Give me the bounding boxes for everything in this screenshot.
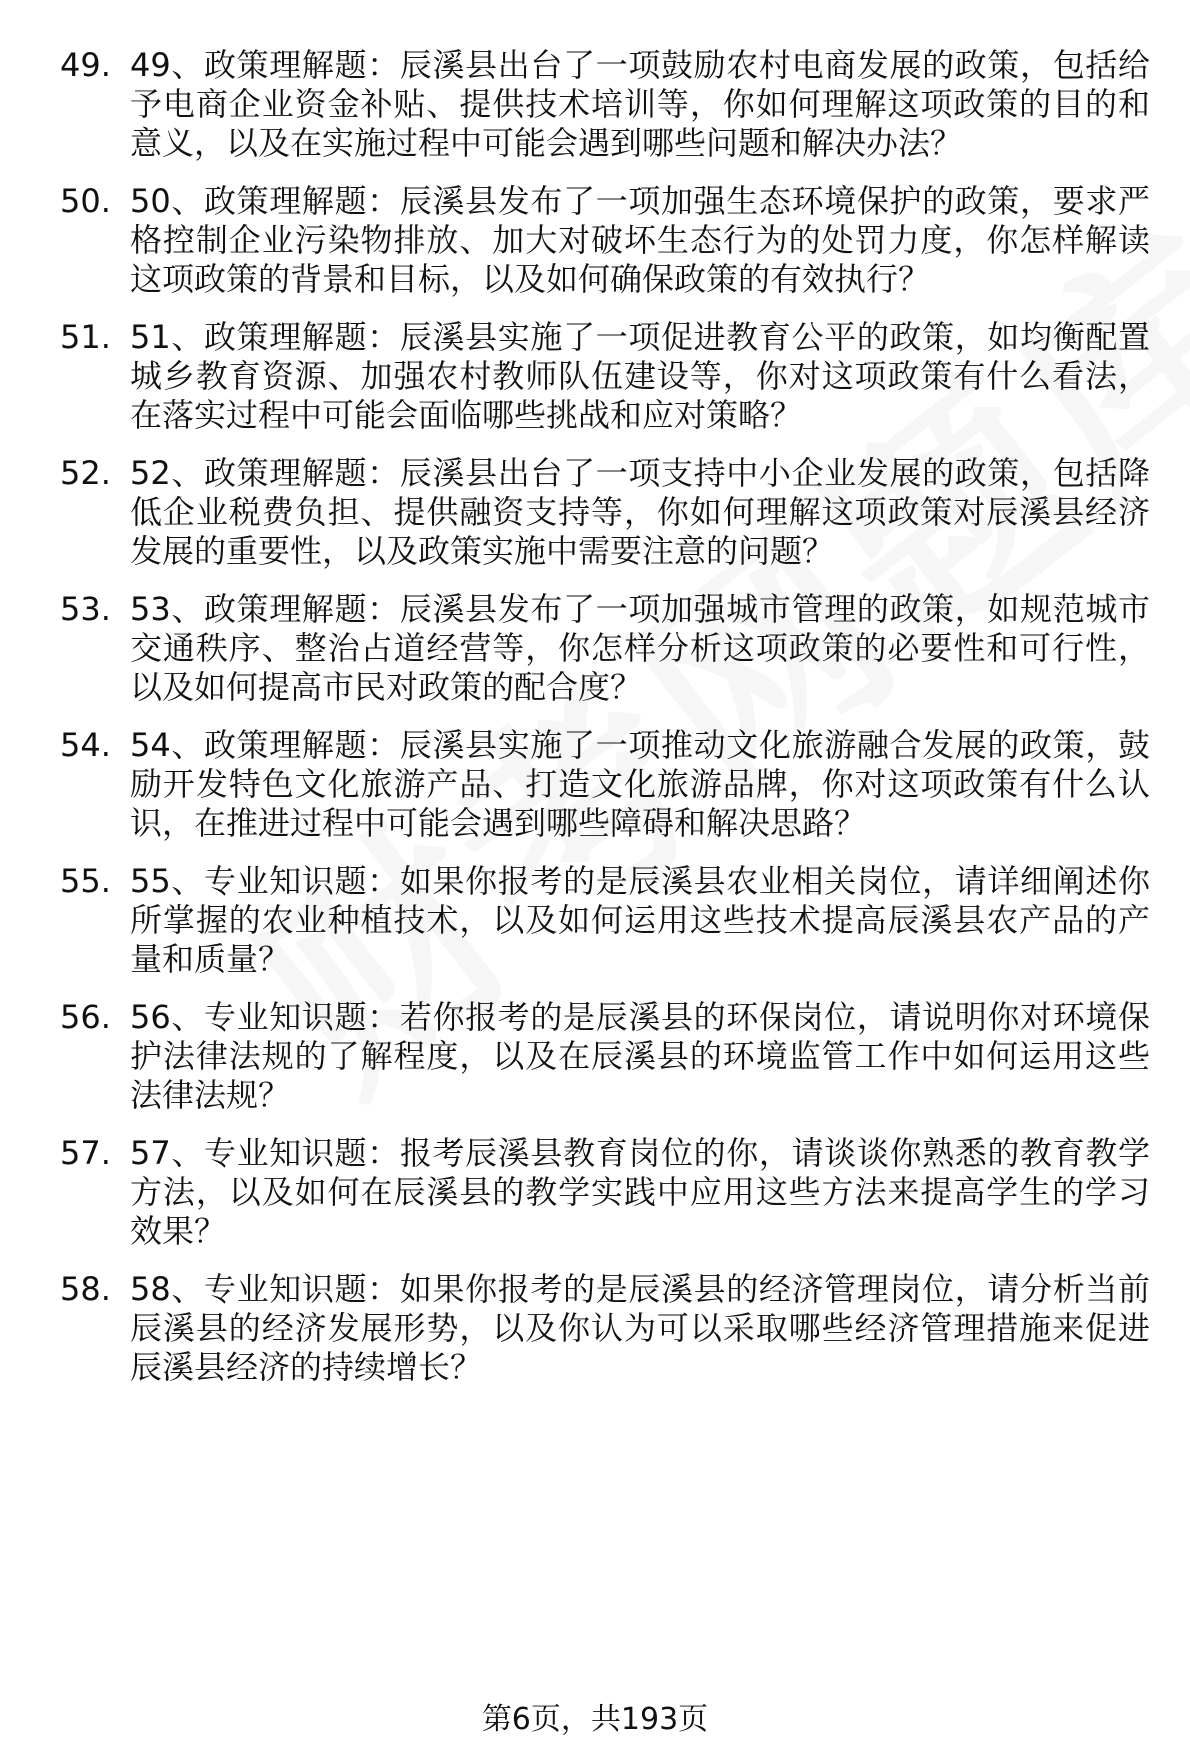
question-text: 58、专业知识题：如果你报考的是辰溪县的经济管理岗位，请分析当前辰溪县的经济发展形势，以及你认为可以采取哪些经济管理措施来促进辰溪县经济的持续增长？ <box>130 1270 1150 1386</box>
question-number: 56. <box>60 998 111 1036</box>
question-text: 53、政策理解题：辰溪县发布了一项加强城市管理的政策，如规范城市交通秩序、整治占道经营等，你怎样分析这项政策的必要性和可行性，以及如何提高市民对政策的配合度？ <box>130 590 1150 706</box>
question-text: 56、专业知识题：若你报考的是辰溪县的环保岗位，请说明你对环境保护法律法规的了解程度，以及在辰溪县的环境监管工作中如何运用这些法律法规？ <box>130 998 1150 1114</box>
question-number: 51. <box>60 318 111 356</box>
question-number: 50. <box>60 182 111 220</box>
question-list <box>60 46 1150 1406</box>
question-item <box>60 1134 1150 1251</box>
question-item <box>60 46 1150 163</box>
question-text: 52、政策理解题：辰溪县出台了一项支持中小企业发展的政策，包括降低企业税费负担、提供融资支持等，你如何理解这项政策对辰溪县经济发展的重要性，以及政策实施中需要注意的问题？ <box>130 454 1150 570</box>
question-item <box>60 1270 1150 1387</box>
page-footer: 第6页，共193页 <box>481 1702 709 1737</box>
question-text: 51、政策理解题：辰溪县实施了一项促进教育公平的政策，如均衡配置城乡教育资源、加强农村教师队伍建设等，你对这项政策有什么看法，在落实过程中可能会面临哪些挑战和应对策略？ <box>130 318 1150 434</box>
question-item <box>60 318 1150 435</box>
question-item <box>60 182 1150 299</box>
question-number: 57. <box>60 1134 111 1172</box>
question-number: 58. <box>60 1270 111 1308</box>
question-item <box>60 590 1150 707</box>
question-item <box>60 454 1150 571</box>
question-number: 53. <box>60 590 111 628</box>
question-text: 49、政策理解题：辰溪县出台了一项鼓励农村电商发展的政策，包括给予电商企业资金补贴、提供技术培训等，你如何理解这项政策的目的和意义，以及在实施过程中可能会遇到哪些问题和解决办法？ <box>130 46 1150 162</box>
question-number: 55. <box>60 862 111 900</box>
question-number: 52. <box>60 454 111 492</box>
question-item <box>60 726 1150 843</box>
question-item <box>60 862 1150 979</box>
question-text: 54、政策理解题：辰溪县实施了一项推动文化旅游融合发展的政策，鼓励开发特色文化旅游产品、打造文化旅游品牌，你对这项政策有什么认识，在推进过程中可能会遇到哪些障碍和解决思路？ <box>130 726 1150 842</box>
question-item <box>60 998 1150 1115</box>
question-number: 49. <box>60 46 111 84</box>
question-text: 50、政策理解题：辰溪县发布了一项加强生态环境保护的政策，要求严格控制企业污染物排放、加大对破坏生态行为的处罚力度，你怎样解读这项政策的背景和目标，以及如何确保政策的有效执行？ <box>130 182 1150 298</box>
question-number: 54. <box>60 726 111 764</box>
question-text: 55、专业知识题：如果你报考的是辰溪县农业相关岗位，请详细阐述你所掌握的农业种植技术，以及如何运用这些技术提高辰溪县农产品的产量和质量？ <box>130 862 1150 978</box>
question-text: 57、专业知识题：报考辰溪县教育岗位的你，请谈谈你熟悉的教育教学方法，以及如何在辰溪县的教学实践中应用这些方法来提高学生的学习效果？ <box>130 1134 1150 1250</box>
